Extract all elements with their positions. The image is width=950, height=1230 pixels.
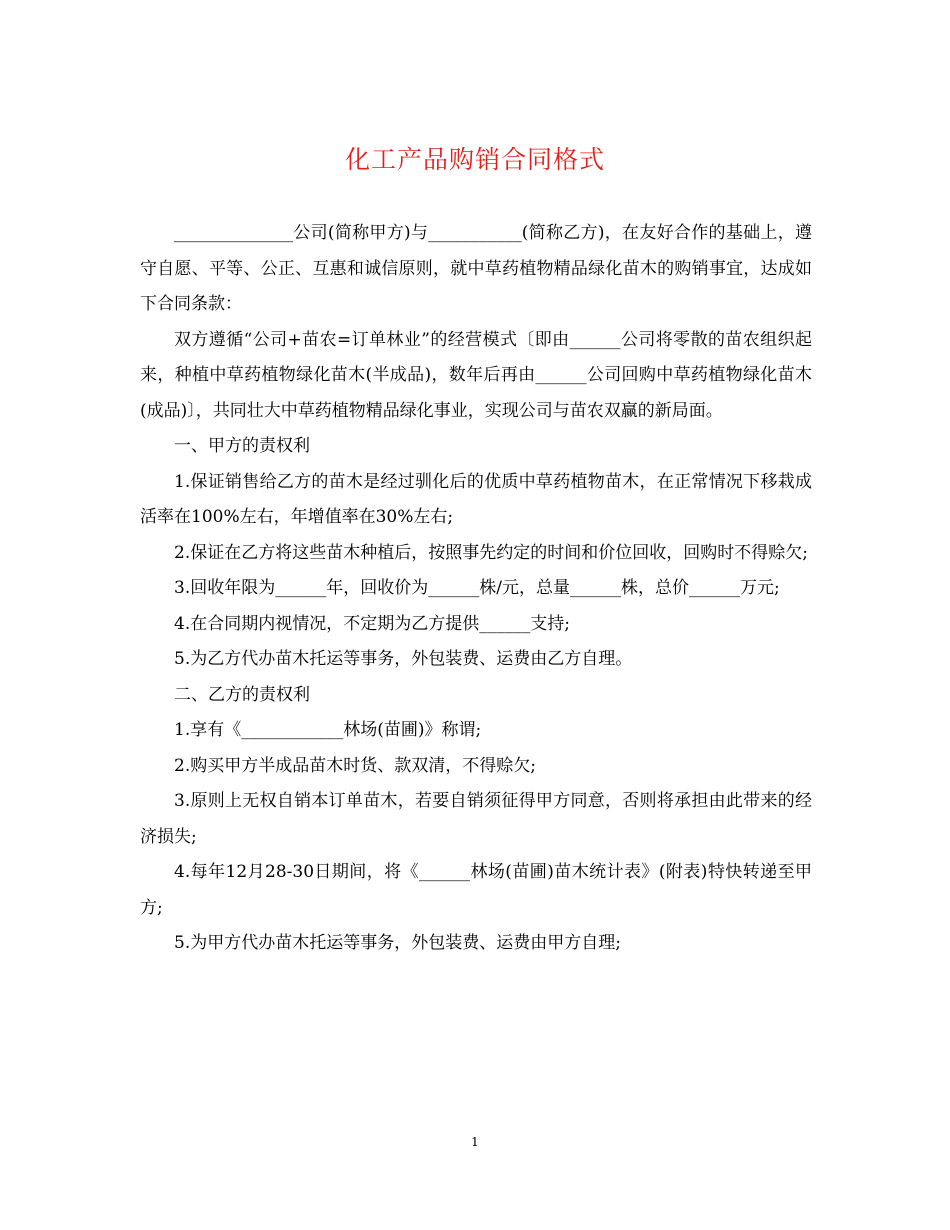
document-body [140, 216, 812, 962]
clause-a-2: 2.保证在乙方将这些苗木种植后，按照事先约定的时间和价位回收，回购时不得赊欠; [174, 542, 808, 563]
clause-a-4: 4.在合同期内视情况，不定期为乙方提供______支持; [174, 613, 570, 634]
clause-b-2: 2.购买甲方半成品苗木时货、款双清，不得赊欠; [174, 755, 536, 776]
clause-a-1: 1.保证销售给乙方的苗木是经过驯化后的优质中草药植物苗木，在正常情况下移栽成活率在100%左右，年增值率在30%左右; [140, 471, 812, 527]
clause-a-3: 3.回收年限为______年，回收价为______株/元，总量______株，总价______万元; [174, 578, 780, 598]
clause-b-3: 3.原则上无权自销本订单苗木，若要自销须征得甲方同意，否则将承担由此带来的经济损失; [140, 791, 812, 847]
clause-b-4: 4.每年12月28-30日期间，将《______林场(苗圃)苗木统计表》(附表)特快转递至甲方; [140, 862, 812, 918]
section-heading-party-b: 二、乙方的责权利 [174, 684, 310, 705]
paragraph-intro: ______________公司(简称甲方)与___________(简称乙方)，在友好合作的基础上，遵守自愿、平等、公正、互惠和诚信原则，就中草药植物精品绿化苗木的购销事宜，达成如下合同条款： [140, 223, 812, 314]
section-heading-party-a: 一、甲方的责权利 [174, 436, 310, 456]
clause-b-1: 1.享有《____________林场(苗圃)》称谓; [174, 720, 482, 740]
document-title: 化工产品购销合同格式 [344, 145, 605, 174]
paragraph-model: 双方遵循“公司+苗农=订单林业”的经营模式〔即由______公司将零散的苗农组织起来，种植中草药植物绿化苗木(半成品)，数年后再由______公司回购中草药植物绿化苗木(成品)〕，共同壮大中草药植物精品绿化事业，实现公司与苗农双赢的新局面。 [140, 329, 812, 421]
clause-a-5: 5.为乙方代办苗木托运等事务，外包装费、运费由乙方自理。 [174, 649, 633, 669]
page-number: 1 [471, 1135, 479, 1149]
clause-b-5: 5.为甲方代办苗木托运等事务，外包装费、运费由甲方自理; [174, 933, 621, 953]
